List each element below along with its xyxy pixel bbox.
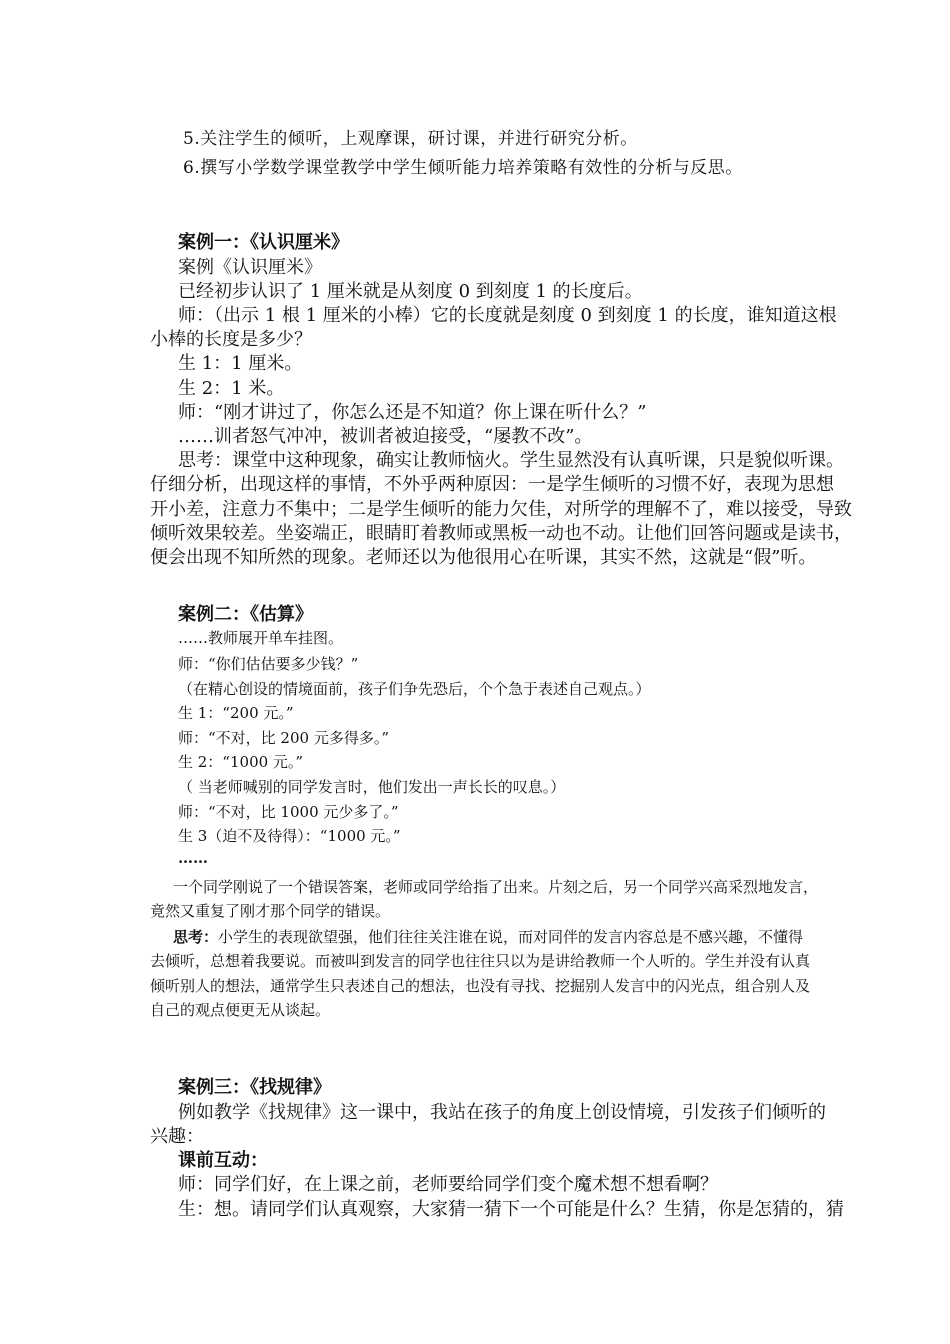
- intro-item-5: 5.关注学生的倾听，上观摩课，研讨课，并进行研究分析。: [183, 129, 638, 149]
- case1-line: ……训者怒气冲冲，被训者被迫接受，“屡教不改”。: [178, 426, 593, 447]
- case2-line: （ 当老师喊别的同学发言时，他们发出一声长长的叹息。）: [178, 778, 566, 796]
- case2-heading: 案例二：《估算》: [178, 604, 313, 625]
- case1-line: 便会出现不知所然的现象。老师还以为他很用心在听课，其实不然，这就是“假”听。: [150, 547, 817, 568]
- think-label: 思考：: [173, 928, 219, 946]
- case2-think-line: 自己的观点便更无从谈起。: [150, 1001, 331, 1019]
- case2-think-line: 倾听别人的想法，通常学生只表述自己的想法，也没有寻找、挖掘别人发言中的闪光点，组合别人及: [150, 977, 811, 995]
- case1-line: 生 1：1 厘米。: [178, 353, 303, 374]
- case1-line: 思考：课堂中这种现象，确实让教师恼火。学生显然没有认真听课，只是貌似听课。: [178, 450, 844, 471]
- case3-heading: 案例三：《找规律》: [178, 1077, 331, 1098]
- case1-line: 倾听效果较差。坐姿端正，眼睛盯着教师或黑板一动也不动。让他们回答问题或是读书，: [150, 523, 852, 544]
- case3-dialog-line: 师：同学们好，在上课之前，老师要给同学们变个魔术想不想看啊？: [178, 1174, 718, 1195]
- case2-think-line: [173, 926, 803, 947]
- case3-subheading: 课前互动：: [178, 1150, 268, 1171]
- think-text: 小学生的表现欲望强，他们往往关注谁在说，而对同伴的发言内容总是不感兴趣，不懂得: [218, 928, 804, 946]
- case1-line: 师：“刚才讲过了，你怎么还是不知道？你上课在听什么？”: [178, 402, 647, 423]
- case1-line: 仔细分析，出现这样的事情，不外乎两种原因：一是学生倾听的习惯不好，表现为思想: [150, 474, 834, 495]
- case1-line: 已经初步认识了 1 厘米就是从刻度 0 到刻度 1 的长度后。: [178, 281, 643, 302]
- case1-line: 生 2：1 米。: [178, 378, 285, 399]
- case2-line: ……: [178, 849, 208, 867]
- case2-line: 师：“你们估估要多少钱？”: [178, 655, 359, 673]
- case3-line: 兴趣：: [150, 1126, 204, 1147]
- intro-item-6: 6.撰写小学数学课堂教学中学生倾听能力培养策略有效性的分析与反思。: [183, 158, 743, 178]
- case1-heading: 案例一：《认识厘米》: [178, 232, 349, 253]
- case2-think-line: 去倾听，总想着我要说。而被叫到发言的同学也往往只以为是讲给教师一个人听的。学生并没有认真: [150, 952, 811, 970]
- case2-line: 生 3（迫不及待得）：“1000 元。”: [178, 827, 401, 845]
- case2-line: 师：“不对，比 1000 元少多了。”: [178, 803, 399, 821]
- case2-line: 师：“不对，比 200 元多得多。”: [178, 729, 390, 747]
- case1-line: 开小差，注意力不集中；二是学生倾听的能力欠佳，对所学的理解不了，难以接受，导致: [150, 499, 852, 520]
- case1-line: 师：（出示 1 根 1 厘米的小棒）它的长度就是刻度 0 到刻度 1 的长度，谁知道这根: [178, 305, 837, 326]
- case1-line: 案例《认识厘米》: [178, 257, 322, 278]
- case2-line: 生 1：“200 元。”: [178, 704, 294, 722]
- case2-line: （在精心创设的情境面前，孩子们争先恐后，个个急于表述自己观点。）: [178, 680, 651, 698]
- case3-line: 例如教学《找规律》这一课中，我站在孩子的角度上创设情境，引发孩子们倾听的: [178, 1102, 826, 1123]
- case2-line: ……教师展开单车挂图。: [178, 629, 344, 647]
- case2-paragraph-line: 竟然又重复了刚才那个同学的错误。: [150, 902, 391, 920]
- case2-paragraph-line: 一个同学刚说了一个错误答案，老师或同学给指了出来。片刻之后，另一个同学兴高采烈地发言，: [173, 878, 819, 896]
- case3-dialog-line: 生：想。请同学们认真观察，大家猜一猜下一个可能是什么？生猜，你是怎猜的，猜: [178, 1199, 844, 1220]
- case2-line: 生 2：“1000 元。”: [178, 753, 304, 771]
- case1-line: 小棒的长度是多少？: [150, 329, 312, 350]
